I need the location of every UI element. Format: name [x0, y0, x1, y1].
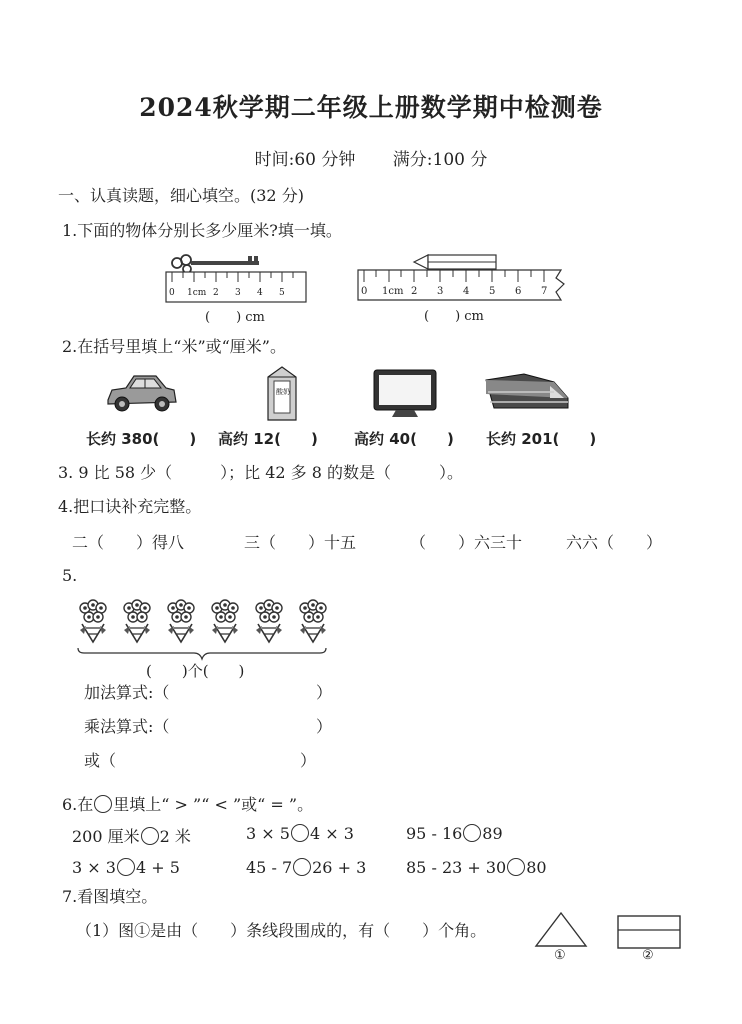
q4-item-2[interactable]: 三（ ）十五	[244, 533, 357, 552]
ruler2-tick-5: 5	[489, 286, 496, 297]
q5-add-label[interactable]: 加法算式:（	[84, 683, 170, 702]
q6-r2-c1-right: 4 + 5	[135, 858, 180, 877]
compare-circle[interactable]	[141, 827, 159, 845]
ruler2-tick-2: 2	[411, 286, 418, 297]
flower-bunch-5	[256, 600, 282, 642]
exam-info	[0, 145, 742, 170]
fig1-label: ①	[554, 948, 566, 963]
q5-or-close: ）	[300, 751, 317, 770]
ruler2-tick-4: 4	[463, 286, 470, 297]
q7-text: 7.看图填空。	[62, 887, 158, 906]
q1-text: 1.下面的物体分别长多少厘米?填一填。	[62, 221, 342, 240]
ruler1-tick-2: 2	[213, 288, 219, 298]
q6-r2-c3	[406, 858, 547, 877]
ruler1-tick-0: 0	[169, 288, 175, 298]
pencil-icon	[414, 255, 496, 269]
flower-bunch-2	[124, 600, 150, 642]
rectangle-figure	[616, 914, 682, 950]
circle-icon	[94, 795, 112, 813]
section1-heading: 一、认真读题，细心填空。(32 分)	[58, 186, 304, 205]
brace	[78, 648, 326, 659]
q2-item-car[interactable]: 长约 380( )	[86, 430, 197, 448]
flower-bunch-1	[80, 600, 106, 642]
key-icon	[172, 255, 259, 273]
car-icon	[104, 370, 179, 416]
compare-circle[interactable]	[463, 824, 481, 842]
q5-mul-label[interactable]: 乘法算式:（	[84, 717, 170, 736]
q5-mul-close: ）	[316, 717, 333, 736]
q6-r1-c3	[406, 824, 503, 843]
ruler1-answer[interactable]: ( ) cm	[205, 310, 265, 325]
q6-text-before: 6.在	[62, 795, 94, 814]
flower-bunch-3	[168, 600, 194, 642]
q2-item-milk[interactable]: 高约 12( )	[218, 430, 318, 448]
ruler1-tick-4: 4	[257, 288, 263, 298]
ruler2-tick-6: 6	[515, 286, 522, 297]
compare-circle[interactable]	[117, 858, 135, 876]
q6-r1-c3-left: 95 - 16	[406, 824, 463, 843]
q6-text	[62, 792, 313, 815]
train-icon	[484, 368, 572, 418]
ruler2-answer[interactable]: ( ) cm	[424, 309, 484, 324]
ruler2-tick-7: 7	[541, 286, 548, 297]
page-title: 2024秋学期二年级上册数学期中检测卷	[139, 93, 603, 122]
exam-score: 满分:100 分	[392, 150, 488, 170]
q5-brace-text[interactable]: ( )个( )	[146, 662, 245, 680]
q4-text: 4.把口诀补充完整。	[58, 497, 202, 516]
ruler1-tick-3: 3	[235, 288, 241, 298]
flower-bunch-4	[212, 600, 238, 642]
fig2-label: ②	[642, 948, 654, 963]
q6-r2-c3-left: 85 - 23 + 30	[406, 858, 507, 877]
q6-r1-c1-left: 200 厘米	[72, 827, 140, 846]
q6-text-after: 里填上“ > ”“ < ”或“ = ”。	[113, 795, 314, 814]
tv-icon	[372, 368, 438, 420]
compare-circle[interactable]	[293, 858, 311, 876]
q6-r1-c3-right: 89	[482, 824, 503, 843]
q5-add-close: ）	[316, 683, 333, 702]
q6-r2-c1	[72, 858, 180, 877]
q2-item-tv[interactable]: 高约 40( )	[354, 430, 454, 448]
q6-r2-c2-right: 26 + 3	[312, 858, 367, 877]
q5-label: 5.	[62, 566, 78, 585]
ruler-key-figure	[166, 250, 311, 308]
q7-sub1[interactable]: （1）图①是由（ ）条线段围成的，有（ ）个角。	[76, 921, 487, 940]
q6-r1-c2	[246, 824, 354, 843]
flower-bunches-figure	[74, 598, 334, 660]
q6-r1-c1	[72, 824, 191, 847]
compare-circle[interactable]	[507, 858, 525, 876]
milk-carton-icon	[262, 365, 302, 423]
ruler2-tick-3: 3	[437, 286, 444, 297]
compare-circle[interactable]	[291, 824, 309, 842]
q6-r1-c2-left: 3 × 5	[246, 824, 290, 843]
q4-item-3[interactable]: （ ）六三十	[410, 533, 523, 552]
q6-r1-c2-right: 4 × 3	[309, 824, 354, 843]
q6-r2-c2	[246, 858, 366, 877]
q5-or-label[interactable]: 或（	[84, 751, 117, 770]
q6-r2-c2-left: 45 - 7	[246, 858, 293, 877]
q2-text: 2.在括号里填上“米”或“厘米”。	[62, 337, 286, 356]
q3-text[interactable]: 3. 9 比 58 少（ ）；比 42 多 8 的数是（ ）。	[58, 463, 464, 482]
ruler1-tick-1: 1cm	[187, 288, 207, 298]
flower-bunch-6	[300, 600, 326, 642]
q6-r2-c1-left: 3 × 3	[72, 858, 116, 877]
q6-r2-c3-right: 80	[526, 858, 547, 877]
ruler2-tick-1: 1cm	[382, 286, 404, 297]
q2-item-train[interactable]: 长约 201( )	[486, 430, 597, 448]
ruler-pencil-figure	[356, 250, 571, 302]
q6-r1-c1-right: 2 米	[159, 827, 191, 846]
ruler2-tick-0: 0	[361, 286, 368, 297]
q4-item-4[interactable]: 六六（ ）	[566, 533, 663, 552]
triangle-figure	[534, 910, 588, 950]
ruler1-tick-5: 5	[279, 288, 285, 298]
q4-item-1[interactable]: 二（ ）得八	[72, 533, 185, 552]
exam-time: 时间:60 分钟	[254, 150, 356, 170]
milk-carton-label: 酸奶	[276, 388, 290, 396]
